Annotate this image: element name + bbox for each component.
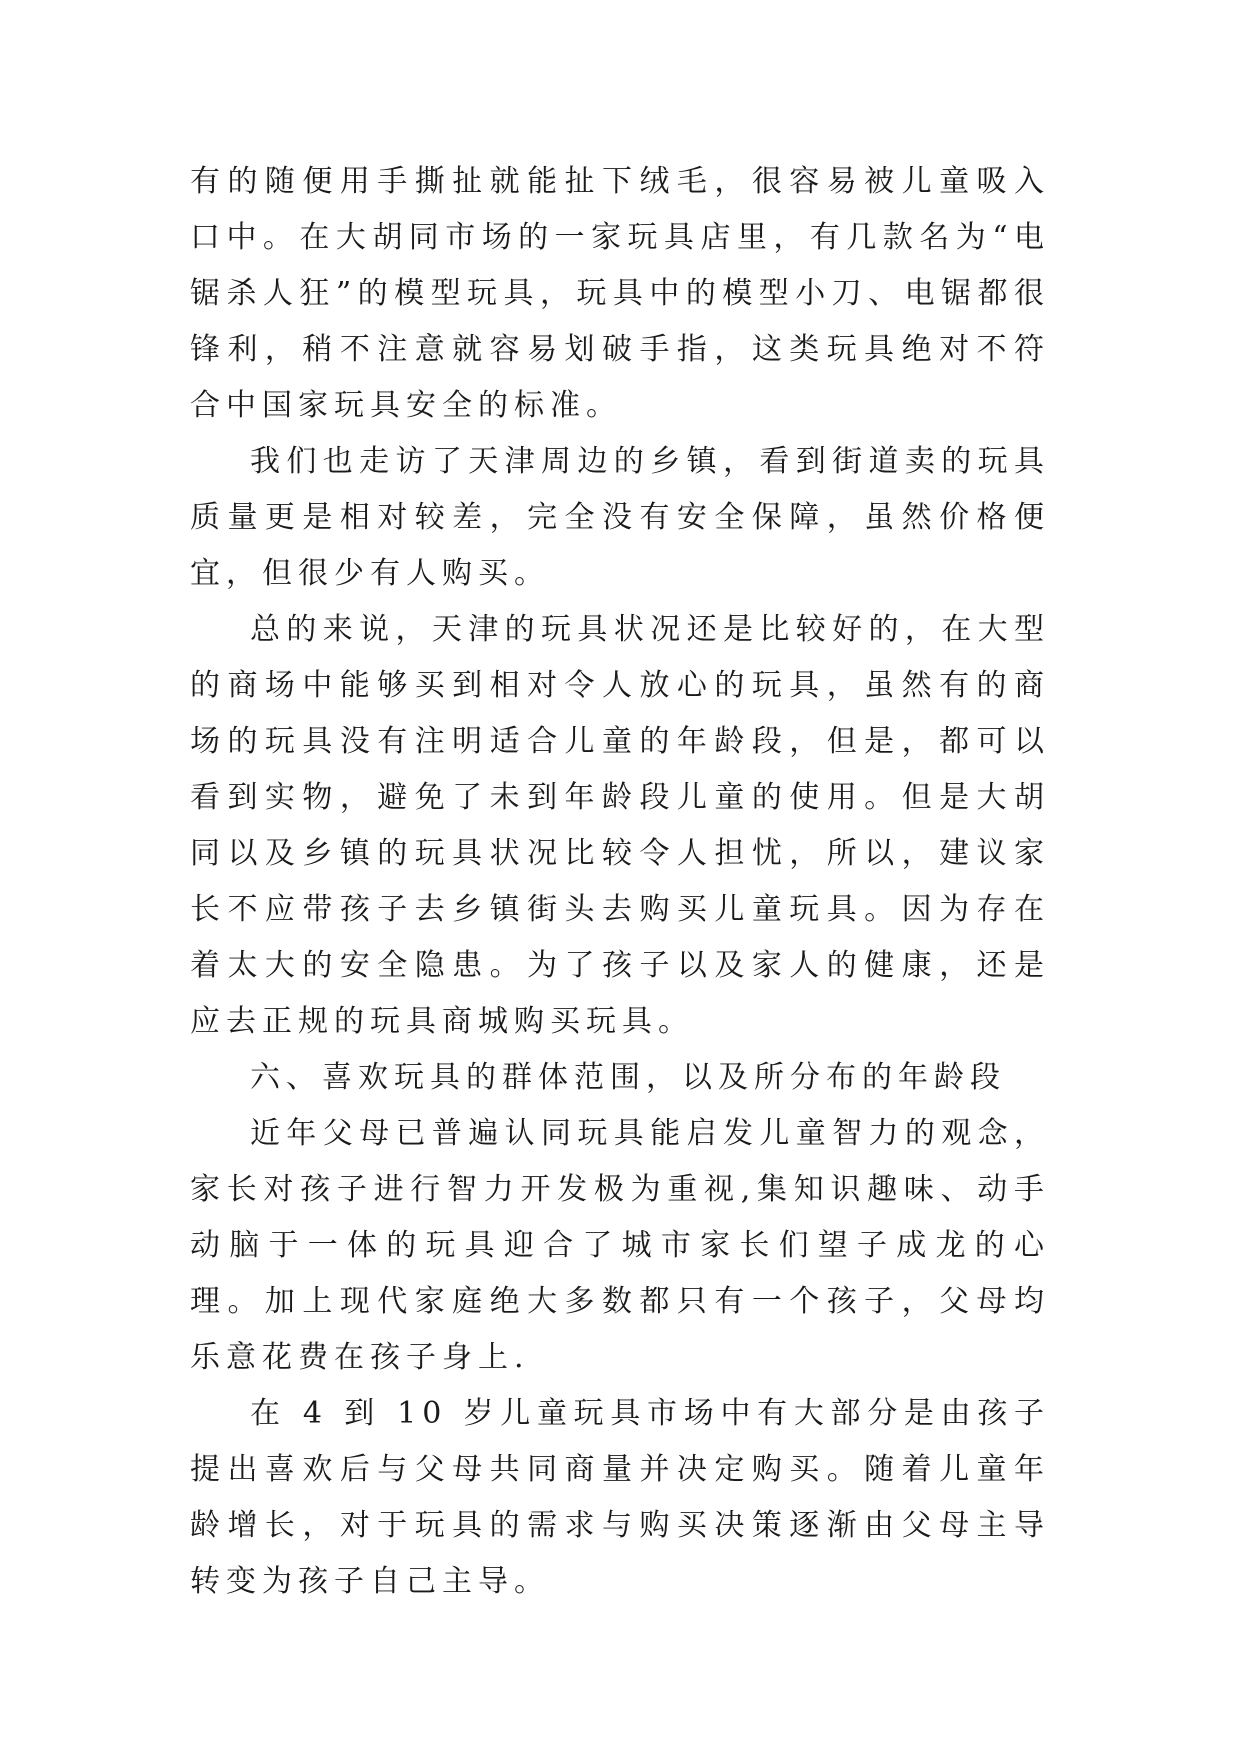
paragraph-toy-safety-hazards: 有的随便用手撕扯就能扯下绒毛，很容易被儿童吸入口中。在大胡同市场的一家玩具店里，有几款名为“电锯杀人狂”的模型玩具，玩具中的模型小刀、电锯都很锋利，稍不注意就容易划破手指，这类玩具绝对不符合中国家玩具安全的标准。 xyxy=(190,164,1050,423)
section-heading-six: 六、喜欢玩具的群体范围，以及所分布的年龄段 xyxy=(250,1060,1006,1095)
paragraph-township-toys: 我们也走访了天津周边的乡镇，看到街道卖的玩具质量更是相对较差，完全没有安全保障，虽然价格便宜，但很少有人购买。 xyxy=(190,444,1050,591)
paragraph-summary: 总的来说，天津的玩具状况还是比较好的，在大型的商场中能够买到相对令人放心的玩具，虽然有的商场的玩具没有注明适合儿童的年龄段，但是，都可以看到实物，避免了未到年龄段儿童的使用。但是大胡同以及乡镇的玩具状况比较令人担忧，所以，建议家长不应带孩子去乡镇街头去购买儿童玩具。因为存在着太大的安全隐患。为了孩子以及家人的健康，还是应去正规的玩具商城购买玩具。 xyxy=(190,612,1050,1039)
paragraph-age-4-10: 在 4 到 10 岁儿童玩具市场中有大部分是由孩子提出喜欢后与父母共同商量并决定购买。随着儿童年龄增长，对于玩具的需求与购买决策逐渐由父母主导转变为孩子自己主导。 xyxy=(190,1396,1050,1599)
body-text xyxy=(190,154,1050,1610)
paragraph-parents-views: 近年父母已普遍认同玩具能启发儿童智力的观念，家长对孩子进行智力开发极为重视,集知识趣味、动手动脑于一体的玩具迎合了城市家长们望子成龙的心理。加上现代家庭绝大多数都只有一个孩子，父母均乐意花费在孩子身上. xyxy=(190,1116,1050,1375)
